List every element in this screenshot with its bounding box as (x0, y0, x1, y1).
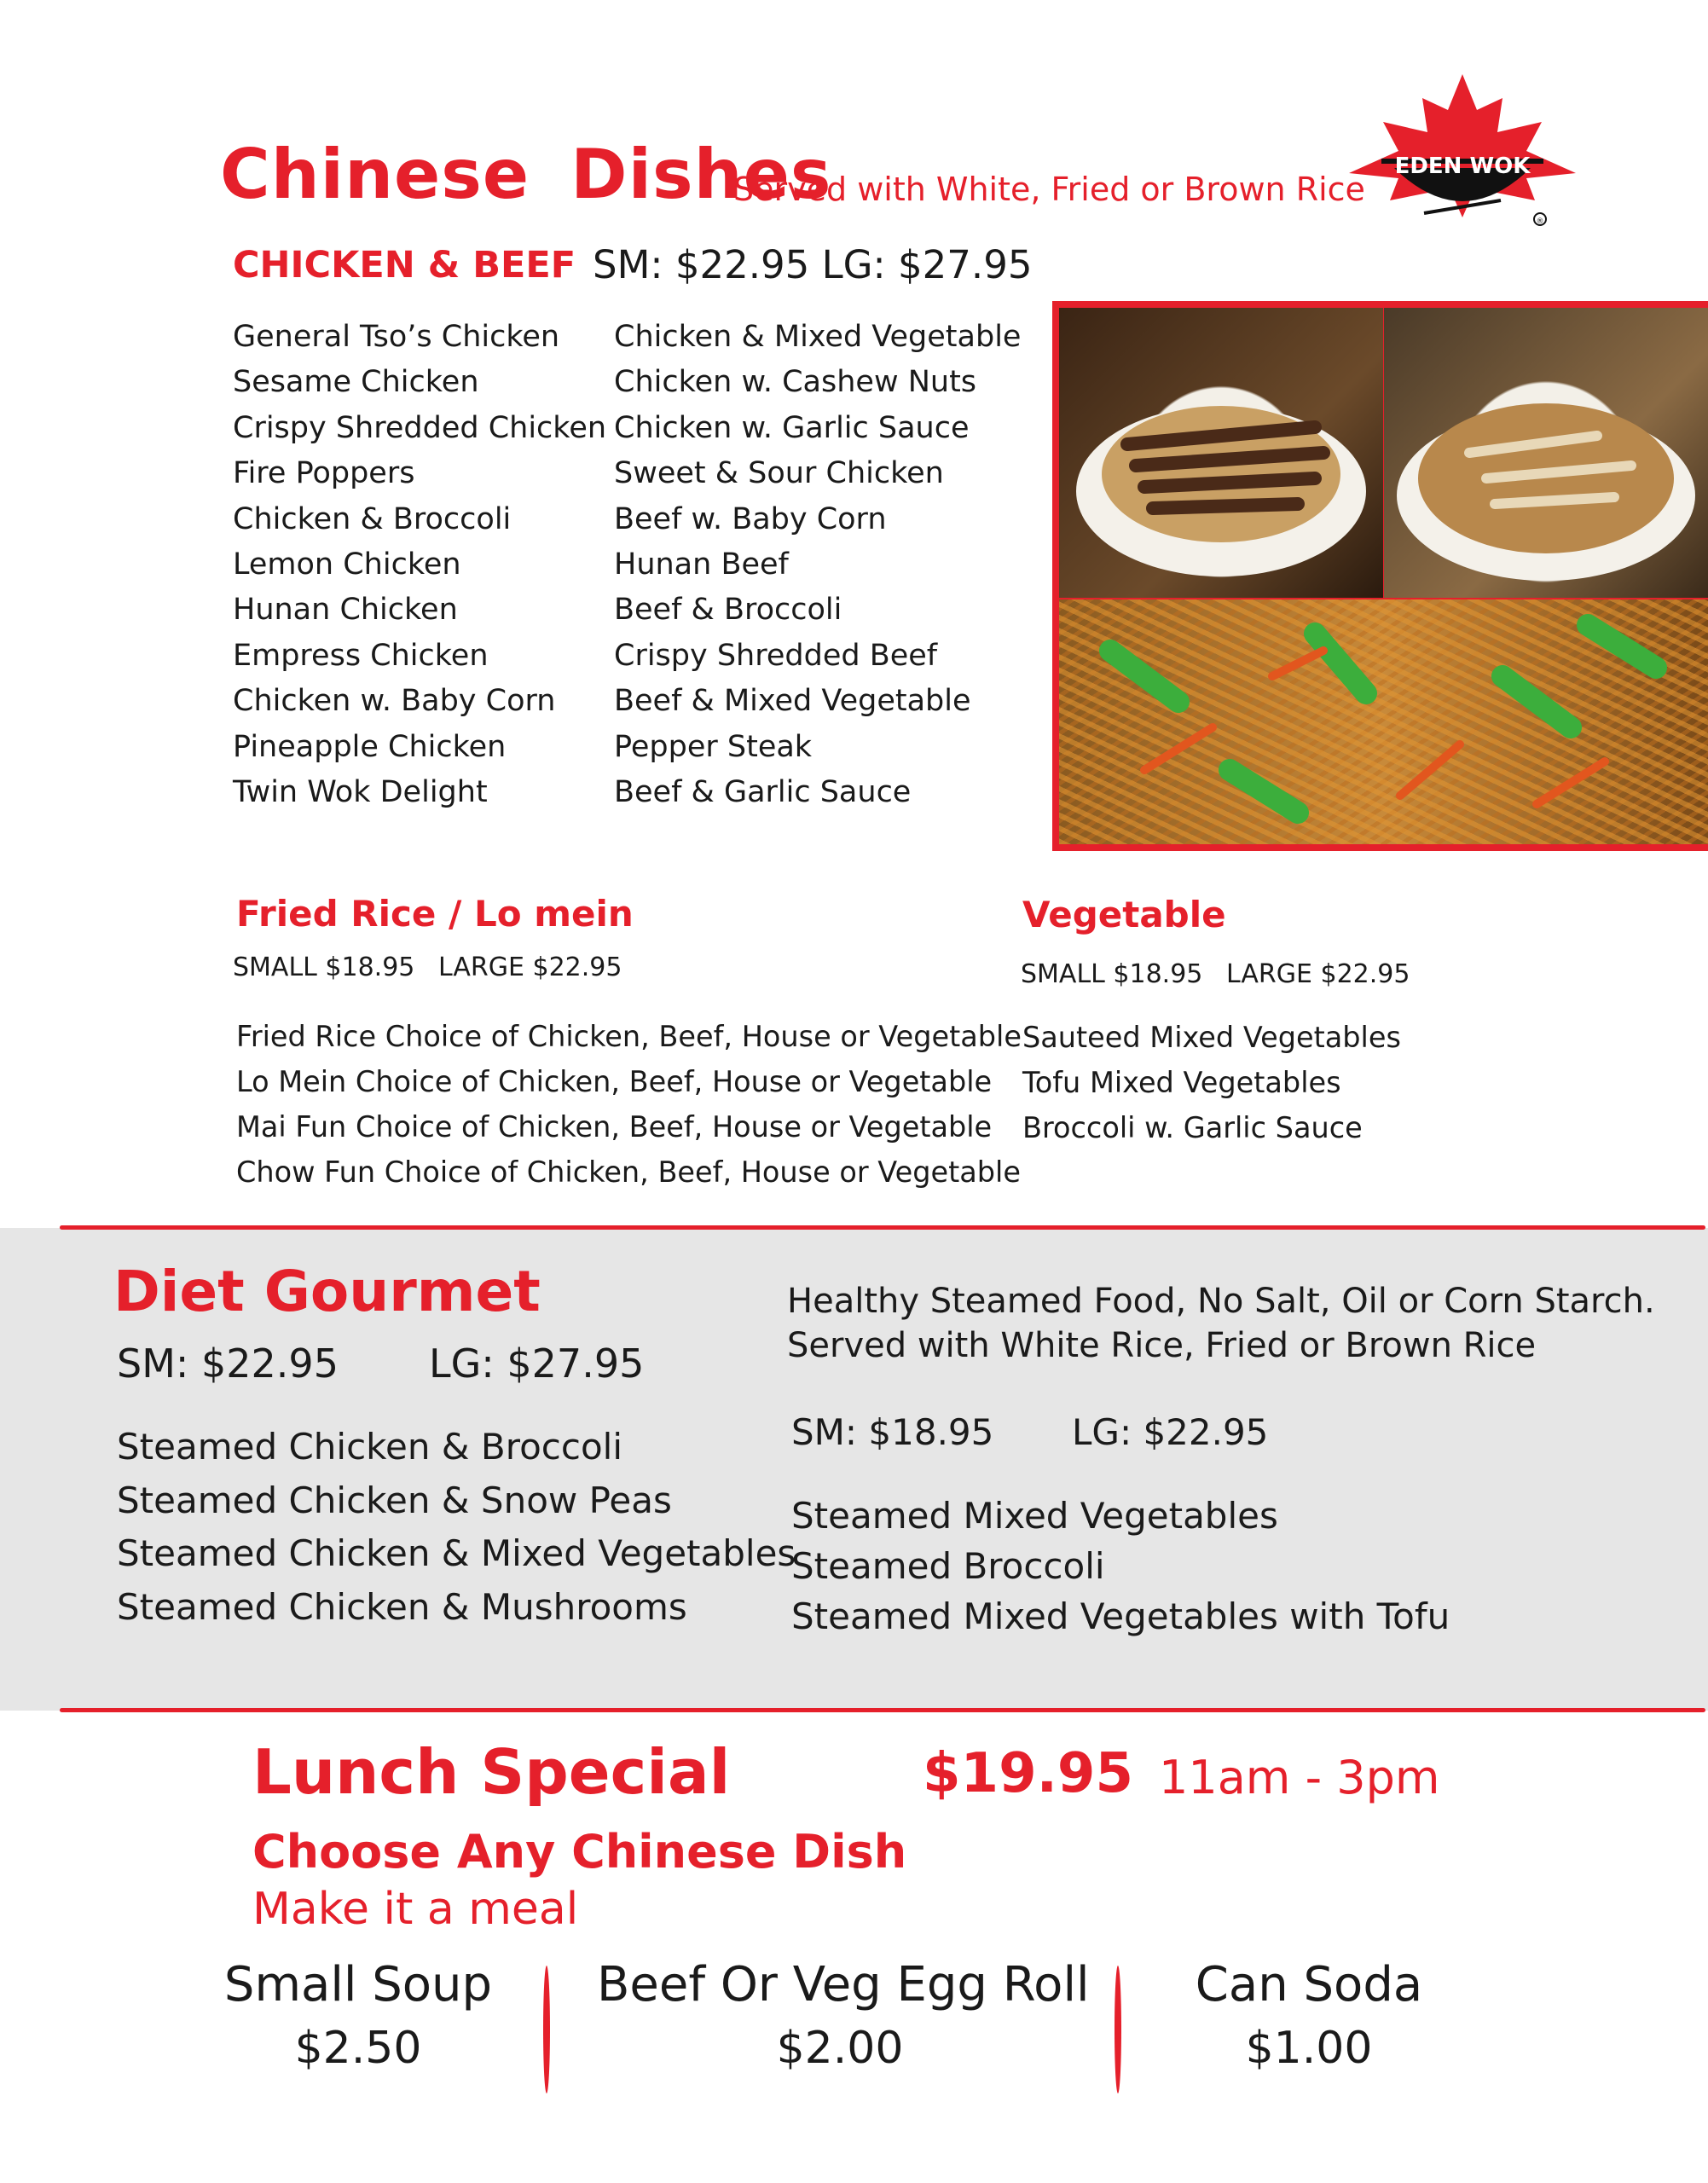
list-item: Steamed Mixed Vegetables (791, 1495, 1278, 1537)
addon-price: $2.00 (776, 2023, 904, 2074)
addon-name: Small Soup (223, 1957, 493, 2012)
registered-mark: ® (1536, 217, 1544, 226)
list-item: Beef & Broccoli (614, 593, 842, 628)
chicken-fried-rice-photo (1384, 308, 1708, 598)
list-item: Mai Fun Choice of Chicken, Beef, House or Vegetable (236, 1110, 993, 1144)
list-item: Steamed Chicken & Mixed Vegetables (117, 1532, 796, 1574)
vegetable-heading: Vegetable (1022, 894, 1226, 935)
list-item: Chow Fun Choice of Chicken, Beef, House or Vegetable (236, 1155, 1021, 1189)
list-item: Steamed Broccoli (791, 1545, 1105, 1587)
separator-1 (543, 1966, 550, 2093)
addon-name: Can Soda (1195, 1957, 1423, 2012)
served-note: Served with White, Fried or Brown Rice (733, 171, 1365, 208)
lunch-meal-line: Make it a meal (252, 1884, 579, 1935)
list-item: Fire Poppers (233, 456, 415, 491)
list-item: Broccoli w. Garlic Sauce (1022, 1111, 1363, 1144)
diet-chicken-list (117, 1421, 796, 1634)
lo-mein-photo (1059, 599, 1708, 844)
food-photo-collage (1052, 301, 1708, 851)
list-item: Steamed Mixed Vegetables with Tofu (791, 1595, 1450, 1637)
lunch-special-heading: Lunch Special (252, 1736, 731, 1808)
list-item: Chicken & Broccoli (233, 501, 512, 536)
list-item: Sauteed Mixed Vegetables (1022, 1021, 1401, 1054)
vegetable-list (1022, 1015, 1401, 1150)
title-word-dishes: Dishes (570, 135, 832, 214)
diet-description-line2: Served with White Rice, Fried or Brown Rice (787, 1326, 1537, 1365)
addon-name: Beef Or Veg Egg Roll (597, 1957, 1090, 2012)
lunch-price: $19.95 (923, 1742, 1133, 1805)
list-item: Twin Wok Delight (233, 774, 488, 809)
maple-leaf-wok-icon (1347, 72, 1578, 235)
diet-lg-price: LG: $27.95 (429, 1340, 645, 1387)
list-item: Chicken w. Cashew Nuts (614, 365, 977, 400)
lunch-hours: 11am - 3pm (1159, 1751, 1440, 1804)
diet-vegetable-list (791, 1491, 1450, 1642)
list-item: Sesame Chicken (233, 365, 479, 400)
list-item: Steamed Chicken & Mushrooms (117, 1585, 687, 1628)
list-item: Crispy Shredded Beef (614, 638, 938, 673)
list-item: Steamed Chicken & Snow Peas (117, 1479, 672, 1521)
chicken-beef-list-left (233, 315, 606, 815)
chicken-dish-image (1384, 308, 1708, 598)
logo-text: EDEN WOK (1394, 153, 1531, 179)
chicken-beef-heading: CHICKEN & BEEF (233, 244, 576, 287)
list-item: Hunan Beef (614, 547, 789, 582)
fried-rice-large-price: LARGE $22.95 (438, 953, 622, 982)
diet-description-line1: Healthy Steamed Food, No Salt, Oil or Corn Starch. (787, 1282, 1655, 1321)
lunch-choose-line: Choose Any Chinese Dish (252, 1825, 907, 1879)
list-item: Chicken & Mixed Vegetable (614, 320, 1022, 354)
list-item: Hunan Chicken (233, 593, 458, 628)
addon-price: $1.00 (1245, 2023, 1373, 2074)
list-item: Pepper Steak (614, 729, 813, 764)
list-item: Empress Chicken (233, 638, 489, 673)
top-divider (60, 1225, 1705, 1230)
list-item: Chicken w. Garlic Sauce (614, 410, 970, 445)
beef-fried-rice-photo (1059, 308, 1383, 598)
list-item: Beef & Mixed Vegetable (614, 684, 971, 719)
list-item: Pineapple Chicken (233, 729, 507, 764)
diet-gourmet-heading: Diet Gourmet (113, 1259, 541, 1324)
list-item: Crispy Shredded Chicken (233, 410, 607, 445)
fried-rice-list (236, 1014, 1022, 1195)
list-item: Beef w. Baby Corn (614, 501, 887, 536)
beef-dish-image (1059, 308, 1383, 598)
list-item: Chicken w. Baby Corn (233, 684, 556, 719)
diet-sm-price: SM: $22.95 (117, 1340, 339, 1387)
list-item: Beef & Garlic Sauce (614, 774, 912, 809)
addon-egg-roll (597, 1953, 1090, 2079)
chicken-beef-price: SM: $22.95 LG: $27.95 (593, 242, 1033, 287)
list-item: Lo Mein Choice of Chicken, Beef, House or Vegetable (236, 1065, 993, 1098)
fried-rice-small-price: SMALL $18.95 (233, 953, 415, 982)
list-item: Fried Rice Choice of Chicken, Beef, House or Vegetable (236, 1020, 1022, 1053)
diet-veg-sm-price: SM: $18.95 (791, 1411, 994, 1453)
title-word-chinese: Chinese (220, 135, 530, 214)
list-item: Sweet & Sour Chicken (614, 456, 944, 491)
addon-small-soup (196, 1953, 520, 2079)
addon-price: $2.50 (294, 2023, 422, 2074)
list-item: General Tso’s Chicken (233, 320, 560, 354)
list-item: Steamed Chicken & Broccoli (117, 1426, 622, 1468)
vegetable-small-price: SMALL $18.95 (1021, 959, 1203, 989)
list-item: Tofu Mixed Vegetables (1022, 1066, 1341, 1099)
lo-mein-dish-image (1059, 599, 1708, 844)
fried-rice-heading: Fried Rice / Lo mein (236, 893, 634, 935)
chicken-beef-list-right (614, 315, 1021, 815)
list-item: Lemon Chicken (233, 547, 461, 582)
eden-wok-logo (1347, 72, 1578, 235)
diet-veg-lg-price: LG: $22.95 (1072, 1411, 1269, 1453)
bottom-divider (60, 1708, 1705, 1712)
addon-can-soda (1160, 1953, 1458, 2079)
vegetable-large-price: LARGE $22.95 (1226, 959, 1410, 989)
separator-2 (1115, 1966, 1121, 2093)
